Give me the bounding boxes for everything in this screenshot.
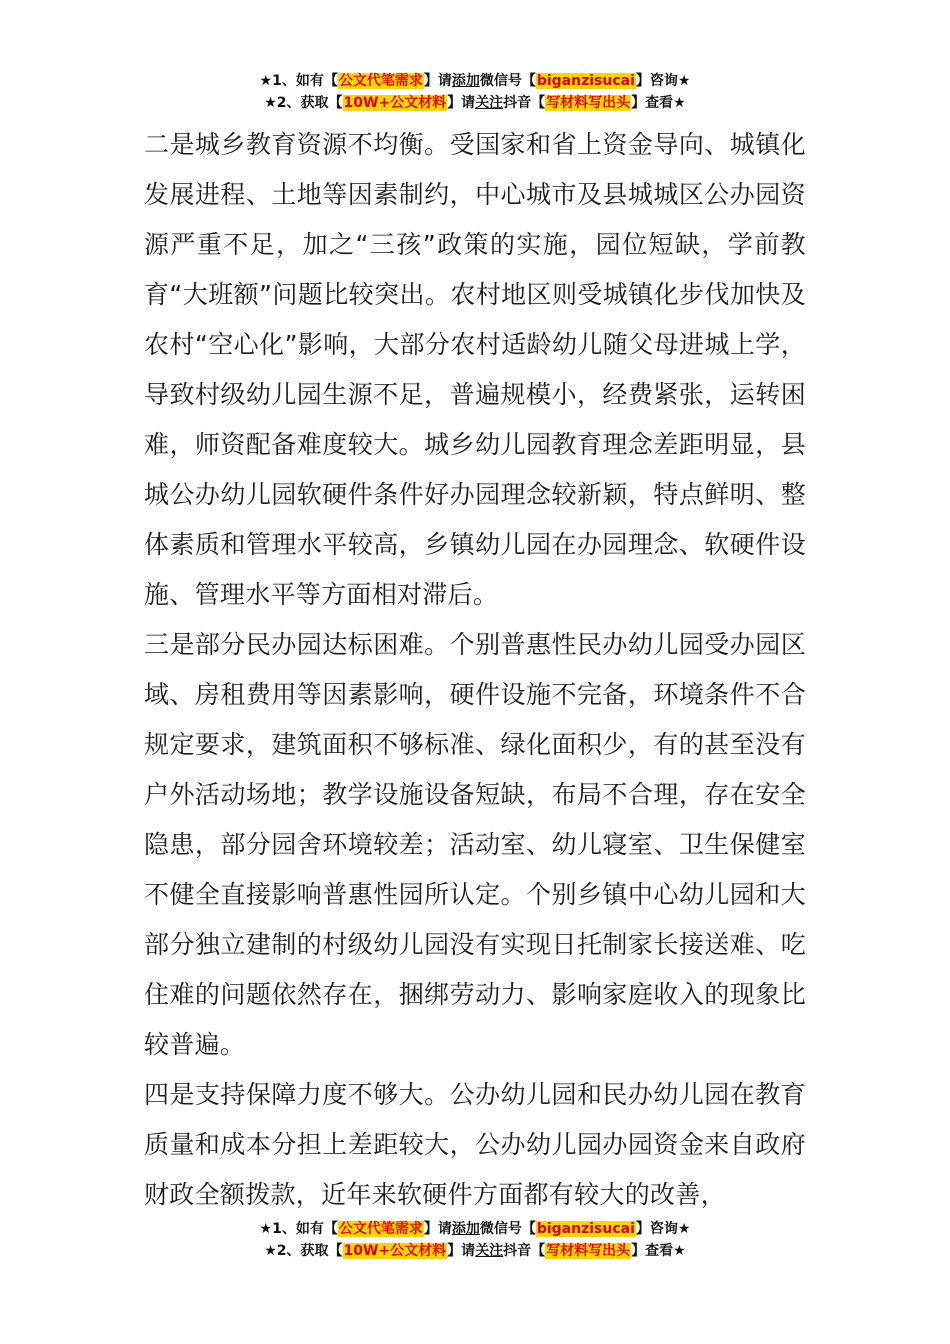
underlined-follow: 关注 bbox=[475, 95, 504, 111]
underlined-add: 添加 bbox=[451, 1221, 480, 1237]
document-body bbox=[144, 120, 806, 1220]
banner-text: 抖音【 bbox=[503, 1243, 546, 1259]
banner-text: 】查看★ bbox=[631, 95, 686, 111]
highlight-writing-service: 公文代笔需求 bbox=[338, 73, 423, 89]
banner-text: ★1、如有【 bbox=[259, 73, 338, 89]
top-banner bbox=[0, 70, 950, 114]
banner-text: ★2、获取【 bbox=[264, 1243, 343, 1259]
highlight-wechat-id: biganzisucai bbox=[536, 73, 635, 89]
paragraph-urban-rural-imbalance: 二是城乡教育资源不均衡。受国家和省上资金导向、城镇化发展进程、土地等因素制约，中心城市及县城城区公办园资源严重不足，加之“三孩”政策的实施，园位短缺，学前教育“大班额”问题比较突出。农村地区则受城镇化步伐加快及农村“空心化”影响，大部分农村适龄幼儿随父母进城上学，导致村级幼儿园生源不足，普遍规模小，经费紧张，运转困难，师资配备难度较大。城乡幼儿园教育理念差距明显，县城公办幼儿园软硬件条件好办园理念较新颖，特点鲜明、整体素质和管理水平较高，乡镇幼儿园在办园理念、软硬件设施、管理水平等方面相对滞后。 bbox=[144, 130, 806, 609]
highlight-wechat-id: biganzisucai bbox=[536, 1221, 635, 1237]
banner-text: ★1、如有【 bbox=[259, 1221, 338, 1237]
banner-text: 微信号【 bbox=[479, 1221, 536, 1237]
bottom-banner bbox=[0, 1218, 950, 1262]
highlight-writing-service: 公文代笔需求 bbox=[338, 1221, 423, 1237]
highlight-materials: 10W+公文材料 bbox=[343, 1243, 447, 1259]
banner-text: 】咨询★ bbox=[635, 73, 691, 89]
banner-text: 】请 bbox=[447, 1243, 476, 1259]
banner-line-1 bbox=[0, 1218, 950, 1240]
paragraph-private-kindergarten-standards: 三是部分民办园达标困难。个别普惠性民办幼儿园受办园区域、房租费用等因素影响，硬件设施不完备，环境条件不合规定要求，建筑面积不够标准、绿化面积少，有的甚至没有户外活动场地；教学设施设备短缺，布局不合理，存在安全隐患，部分园舍环境较差；活动室、幼儿寝室、卫生保健室不健全直接影响普惠性园所认定。个别乡镇中心幼儿园和大部分独立建制的村级幼儿园没有实现日托制家长接送难、吃住难的问题依然存在，捆绑劳动力、影响家庭收入的现象比较普遍。 bbox=[144, 630, 806, 1059]
paragraph-support-guarantee: 四是支持保障力度不够大。公办幼儿园和民办幼儿园在教育质量和成本分担上差距较大，公办幼儿园办园资金来自政府财政全额拨款，近年来软硬件方面都有较大的改善， bbox=[144, 1080, 806, 1209]
banner-text: 】咨询★ bbox=[635, 1221, 691, 1237]
highlight-materials: 10W+公文材料 bbox=[343, 95, 447, 111]
banner-text: 】请 bbox=[423, 73, 452, 89]
underlined-follow: 关注 bbox=[475, 1243, 504, 1259]
highlight-douyin-account: 写材料写出头 bbox=[546, 95, 631, 111]
banner-text: 】请 bbox=[423, 1221, 452, 1237]
banner-line-2 bbox=[0, 1240, 950, 1262]
highlight-douyin-account: 写材料写出头 bbox=[546, 1243, 631, 1259]
banner-line-2 bbox=[0, 92, 950, 114]
underlined-add: 添加 bbox=[451, 73, 480, 89]
banner-line-1 bbox=[0, 70, 950, 92]
banner-text: 】查看★ bbox=[631, 1243, 686, 1259]
banner-text: ★2、获取【 bbox=[264, 95, 343, 111]
banner-text: 微信号【 bbox=[479, 73, 536, 89]
banner-text: 】请 bbox=[447, 95, 476, 111]
banner-text: 抖音【 bbox=[503, 95, 546, 111]
